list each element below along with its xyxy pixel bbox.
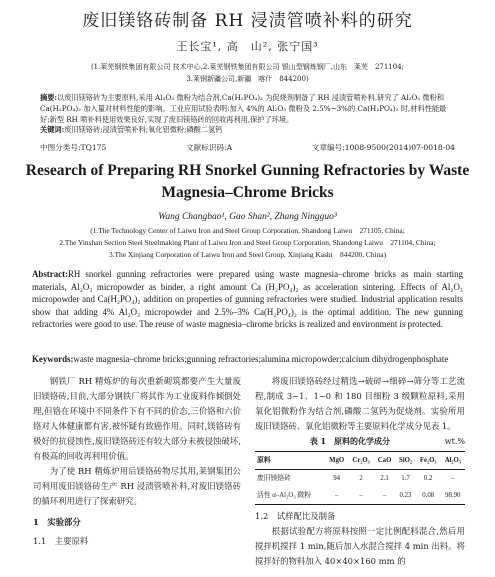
table-cell: 98.90 bbox=[445, 492, 461, 499]
document-code: 文献标识码:A bbox=[186, 143, 233, 152]
keywords-en-text: waste magnesia–chrome bricks;gunning refractories;alumina micropowder;calcium dihydrogenphosphate bbox=[73, 354, 449, 364]
subsection-heading: 1.1 主要原料 bbox=[33, 536, 89, 546]
table-cell: 1.7 bbox=[401, 475, 410, 482]
article-meta-row bbox=[40, 142, 455, 153]
table-header-cell: 原料 bbox=[257, 457, 271, 464]
table-cell: 2.1 bbox=[380, 475, 389, 482]
affiliation-en-line3: 3.The Xinjiang Corporation of Laiwu Iron and Steel Group, Xinjiang Kashi 844200, China) bbox=[108, 250, 387, 259]
title-cn: 废旧镁铬砖制备 RH 浸渍管喷补料的研究 bbox=[82, 11, 413, 31]
abstract-en-text: RH snorkel gunning refractories were prepared using waste magnesia–chrome bricks as main starting materials, Al₂O₃ micropowder as binder, a right amount Ca (H₂PO₄)₂ as acceleration sintering. Effects of Al₂O₃ micropowder and Ca(H₂PO₄)₂ addition on properties of gunning refractories were studied. Industrial application results show that adding 4% Al₂O₃ micropowder and 2.5%–3% Ca(H₂PO₄)₂ is the optimal addition. The new gunning refractories were good to use. The reuse of waste magnesia–chrome bricks is realized and environment is protected. bbox=[32, 269, 463, 330]
table-cell: 0.23 bbox=[399, 492, 412, 499]
keywords-en-label: Keywords: bbox=[32, 354, 74, 364]
abstract-en bbox=[32, 268, 463, 331]
article-number: 文章编号:1008-9500(2014)07-0018-04 bbox=[311, 143, 455, 152]
section-heading: 1 实验部分 bbox=[33, 517, 81, 527]
table-cell: 0.08 bbox=[422, 492, 435, 499]
table-cell: 0.2 bbox=[423, 475, 433, 482]
body-paragraph: 将废旧镁铬砖经过精选→破碎→细碎→筛分等工艺流程,制成 3~1、1~0 和 180 目细粉 3 级颗粒原料,采用氧化铝微粉作为结合剂,磷酸二氢钙为促烧剂。实验所用废旧镁铬砖、氧化铝微粉等主要原料化学成分见表 1。 bbox=[255, 376, 465, 431]
table-cell: 94 bbox=[333, 475, 341, 482]
abstract-cn-label: 摘要: bbox=[40, 93, 58, 102]
table-cell: 废旧镁铬砖 bbox=[257, 475, 291, 482]
keywords-cn-label: 关键词: bbox=[40, 125, 65, 134]
table-cell: – bbox=[451, 475, 455, 482]
keywords-cn-text: 废旧镁铬砖;浸渍管喷补料;氧化铝微粉;磷酸二氢钙 bbox=[64, 125, 223, 134]
title-en: Research of Preparing RH Snorkel Gunning Refractories by Waste Magnesia–Chrome Bricks bbox=[25, 162, 470, 201]
table-cell: 2 bbox=[359, 475, 363, 482]
table-cell: – bbox=[382, 492, 387, 499]
abstract-en-label: Abstract: bbox=[32, 269, 68, 279]
abstract-cn bbox=[40, 92, 455, 125]
table-cell: – bbox=[334, 492, 339, 499]
affiliation-en-line2: 2.The Yinshan Section Steel Steelmaking Plant of Laiwu Iron and Steel Group Corporation, Shandong Laiwu 271104, China; bbox=[59, 238, 436, 247]
clc-number: 中图分类号:TQ175 bbox=[40, 143, 107, 152]
body-paragraph: 钢铁厂 RH 精炼炉的每次重新砌筑都要产生大量废旧镁铬砖,目前,大部分钢铁厂将其作为工业废料作倾倒处理,但铬在环境中不同条件下有不同的价态,三价铬和六价铬对人体健康都有害,被怀疑有致癌作用。同时,镁铬砖有极好的抗侵蚀性,废旧镁铬砖还有较大部分未被侵蚀破坏,有极高的回收再利用价值。 bbox=[33, 376, 241, 461]
body-paragraph: 根据试验配方将原料按照一定比例配料混合,然后用搅拌机搅拌 1 min,随后加入水混合搅拌 4 min 出料。将搅拌好的物料加入 40×40×160 mm 的 bbox=[255, 526, 465, 566]
table-header-cell: MgO bbox=[329, 457, 345, 464]
table-cell: 活性 α–Al₂O₃ 微粉 bbox=[257, 492, 311, 499]
table-cell: – bbox=[359, 492, 363, 499]
authors-cn: 王长宝¹, 高 山², 张宁国³ bbox=[176, 40, 319, 53]
body-left-column bbox=[33, 374, 241, 549]
table-row bbox=[255, 470, 465, 488]
table-header-cell: Cr₂O₃ bbox=[352, 457, 370, 464]
table-caption: 表 1 原料的化学成分 bbox=[309, 436, 391, 446]
keywords-cn bbox=[40, 124, 455, 135]
table-header-cell: Fe₂O₃ bbox=[419, 457, 437, 464]
abstract-cn-text: 以废旧镁铬砖为主要原料,采用 Al₂O₃ 微粉为结合剂,Ca(H₂PO₄)₂ 为促烧剂制备了 RH 浸渍管喷补料,研究了 Al₂O₃ 微粉和 Ca(H₂PO₄)₂ 加入量对材料性能的影响。工业应用试验表明:加入 4%的 Al₂O₃ 微粉及 2.5%~3%的 Ca(H₂PO₄)₂ 时,材料性能最好;新型 RH 喷补料使用效果良好,实现了废旧镁铬砖的回收再利用,保护了环境。 bbox=[40, 93, 447, 124]
authors-en: Wang Changbao¹, Gao Shan², Zhang Ningguo³ bbox=[158, 212, 337, 222]
table-header-cell: CaO bbox=[377, 457, 392, 464]
table-caption-row bbox=[255, 434, 465, 449]
body-right-column bbox=[255, 374, 465, 569]
chemical-composition-table bbox=[255, 451, 465, 505]
subsection-heading: 1.2 试样配比及制备 bbox=[255, 511, 336, 521]
table-header-cell: SiO₂ bbox=[398, 457, 412, 464]
table-header-cell: Al₂O₃ bbox=[444, 457, 461, 464]
body-paragraph: 为了使 RH 精炼炉用后镁铬砖物尽其用,莱钢集团公司利用废旧镁铬砖生产 RH 浸渍管喷补料,对废旧镁铬砖的循环利用进行了探索研究。 bbox=[33, 466, 241, 506]
affiliation-en-line1: (1.The Technology Center of Laiwu Iron and Steel Group Corporation, Shandong Laiwu 271105, China; bbox=[90, 226, 405, 235]
keywords-en bbox=[32, 353, 463, 365]
table-row bbox=[255, 487, 465, 505]
affiliation-cn-line2: 3.莱钢新疆公司,新疆 喀什 844200) bbox=[186, 75, 309, 83]
table-header-row bbox=[255, 452, 465, 470]
affiliation-cn-line1: (1.莱芜钢铁集团有限公司 技术中心,2.莱芜钢铁集团有限公司 银山型钢炼钢厂,山东 莱芜 271104; bbox=[90, 63, 405, 71]
table-unit: wt.% bbox=[444, 437, 465, 446]
